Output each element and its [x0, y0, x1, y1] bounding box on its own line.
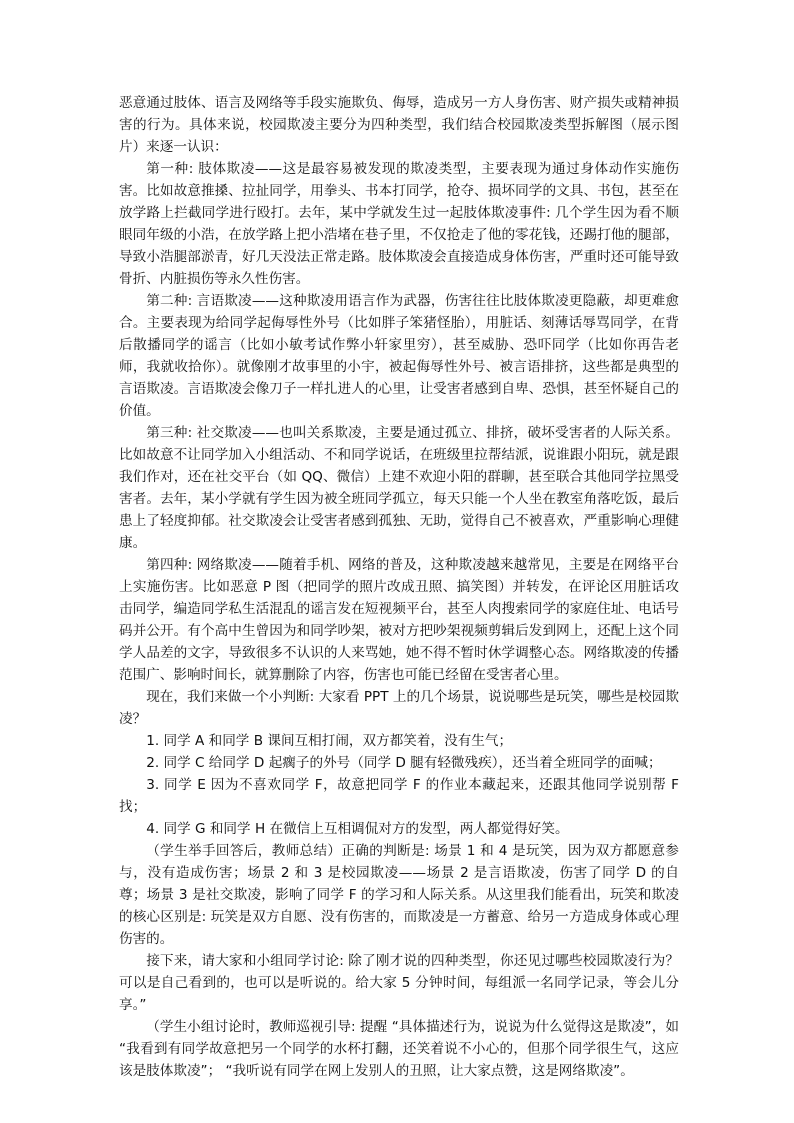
paragraph-teacher-guidance: （学生小组讨论时，教师巡视引导: 提醒 “具体描述行为，说说为什么觉得这是欺凌”，如 “我看到有同学故意把另一个同学的水杯打翻，还笑着说不小心的，但那个同学很生气，这应该是肢体欺凌”； “我听说有同学在网上发别人的丑照，让大家点赞，这是网络欺凌”。: [119, 1019, 679, 1079]
paragraph-cyber-bullying: 第四种: 网络欺凌——随着手机、网络的普及，这种欺凌越来越常见，主要是在网络平台上实施伤害。比如恶意 P 图（把同学的照片改成丑照、搞笑图）并转发，在评论区用脏话攻击同学，编造同学私生活混乱的谣言发在短视频平台，甚至人肉搜索同学的家庭住址、电话号码并公开。有个高中生曾因为和同学吵架，被对方把吵架视频剪辑后发到网上，还配上这个同学人品差的文字，导致很多不认识的人来骂她，她不得不暂时休学调整心态。网络欺凌的传播范围广、影响时间长，就算删除了内容，伤害也可能已经留在受害者心里。: [119, 557, 679, 683]
paragraph-teacher-summary: （学生举手回答后，教师总结）正确的判断是: 场景 1 和 4 是玩笑，因为双方都愿意参与，没有造成伤害；场景 2 和 3 是校园欺凌——场景 2 是言语欺凌，伤害了同学 D 的自尊；场景 3 是社交欺凌，影响了同学 F 的学习和人际关系。从这里我们能看出，玩笑和欺凌的核心区别是: 玩笑是双方自愿、没有伤害的，而欺凌是一方蓄意、给另一方造成身体或心理伤害的。: [119, 843, 679, 947]
paragraph-verbal-bullying: 第二种: 言语欺凌——这种欺凌用语言作为武器，伤害往往比肢体欺凌更隐蔽，却更难愈合。主要表现为给同学起侮辱性外号（比如胖子笨猪怪胎），用脏话、刻薄话辱骂同学，在背后散播同学的谣言（比如小敏考试作弊小轩家里穷），甚至威胁、恐吓同学（比如你再告老师，我就收拾你）。就像刚才故事里的小宇，被起侮辱性外号、被言语排挤，这些都是典型的言语欺凌。言语欺凌会像刀子一样扎进人的心里，让受害者感到自卑、恐惧，甚至怀疑自己的价值。: [119, 293, 679, 419]
paragraph-definition: 恶意通过肢体、语言及网络等手段实施欺负、侮辱，造成另一方人身伤害、财产损失或精神损害的行为。具体来说，校园欺凌主要分为四种类型，我们结合校园欺凌类型拆解图（展示图片）来逐一认识：: [119, 95, 679, 155]
scenario-item-3: 3. 同学 E 因为不喜欢同学 F，故意把同学 F 的作业本藏起来，还跟其他同学说别帮 F 找；: [119, 777, 679, 815]
scenario-item-1: 1. 同学 A 和同学 B 课间互相打闹，双方都笑着，没有生气；: [146, 733, 513, 749]
document-body: [119, 92, 679, 1082]
scenario-item-4: 4. 同学 G 和同学 H 在微信上互相调侃对方的发型，两人都觉得好笑。: [146, 821, 569, 837]
paragraph-group-discussion: 接下来，请大家和小组同学讨论: 除了刚才说的四种类型，你还见过哪些校园欺凌行为？可以是自己看到的，也可以是听说的。给大家 5 分钟时间，每组派一名同学记录，等会儿分享。”: [119, 953, 679, 1013]
scenario-item-2: 2. 同学 C 给同学 D 起瘸子的外号（同学 D 腿有轻微残疾），还当着全班同学的面喊；: [146, 755, 662, 771]
paragraph-social-bullying: 第三种: 社交欺凌——也叫关系欺凌，主要是通过孤立、排挤，破坏受害者的人际关系。比如故意不让同学加入小组活动、不和同学说话，在班级里拉帮结派，说谁跟小阳玩，就是跟我们作对，还在社交平台（如 QQ、微信）上建不欢迎小阳的群聊，甚至联合其他同学拉黑受害者。去年，某小学就有学生因为被全班同学孤立，每天只能一个人坐在教室角落吃饭，最后患上了轻度抑郁。社交欺凌会让受害者感到孤独、无助，觉得自己不被喜欢，严重影响心理健康。: [119, 425, 679, 551]
paragraph-physical-bullying: 第一种: 肢体欺凌——这是最容易被发现的欺凌类型，主要表现为通过身体动作实施伤害。比如故意推搡、拉扯同学，用拳头、书本打同学，抢夺、损坏同学的文具、书包，甚至在放学路上拦截同学进行殴打。去年，某中学就发生过一起肢体欺凌事件: 几个学生因为看不顺眼同年级的小浩，在放学路上把小浩堵在巷子里，不仅抢走了他的零花钱，还踢打他的腿部，导致小浩腿部淤青，好几天没法正常走路。肢体欺凌会直接造成身体伤害，严重时还可能导致骨折、内脏损伤等永久性伤害。: [119, 161, 679, 287]
paragraph-judgment-intro: 现在，我们来做一个小判断: 大家看 PPT 上的几个场景，说说哪些是玩笑，哪些是校园欺凌？: [119, 689, 679, 727]
